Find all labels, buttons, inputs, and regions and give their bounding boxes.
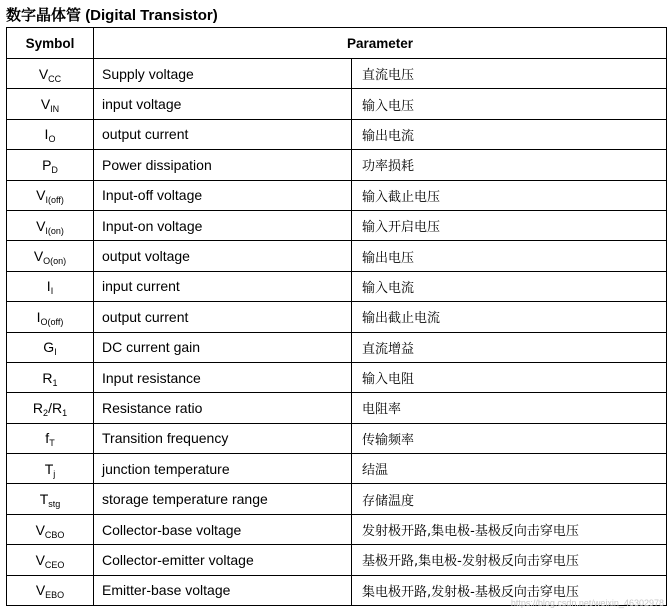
symbol-cell: [7, 393, 94, 423]
symbol-cell: [7, 545, 94, 575]
symbol-cell: [7, 180, 94, 210]
symbol-subscript: EBO: [45, 590, 65, 601]
symbol-main: T: [39, 491, 49, 508]
symbol-main: R: [42, 369, 53, 386]
table-row: [7, 59, 667, 89]
parameter-english-cell: Input-on voltage: [94, 210, 352, 240]
parameter-chinese-cell: 集电极开路,发射极-基极反向击穿电压: [352, 575, 667, 605]
symbol-cell: [7, 514, 94, 544]
title-english: (Digital Transistor): [85, 7, 218, 24]
symbol-main: I: [46, 278, 51, 295]
symbol-main: T: [44, 460, 54, 477]
symbol-subscript: stg: [48, 499, 61, 510]
symbol-cell: [7, 484, 94, 514]
parameter-chinese-cell: 输入截止电压: [352, 180, 667, 210]
parameter-chinese-cell: 发射极开路,集电极-基极反向击穿电压: [352, 514, 667, 544]
symbol-tail-subscript: 1: [62, 407, 68, 418]
table-row: [7, 423, 667, 453]
symbol-cell: [7, 332, 94, 362]
symbol-main: V: [33, 248, 44, 265]
symbol-subscript: 2: [43, 407, 49, 418]
symbol-main: R: [32, 399, 44, 416]
symbol-subscript: D: [51, 164, 58, 175]
symbol-subscript: T: [49, 438, 55, 449]
symbol-subscript: I(on): [45, 225, 64, 236]
symbol-main: f: [45, 430, 50, 447]
symbol-tail: /R: [48, 399, 63, 416]
parameter-chinese-cell: 存储温度: [352, 484, 667, 514]
symbol-subscript: 1: [52, 377, 58, 388]
parameter-english-cell: output current: [94, 119, 352, 149]
parameter-table: [6, 27, 667, 606]
symbol-main: V: [36, 217, 46, 234]
parameter-english-cell: input voltage: [94, 89, 352, 119]
parameter-chinese-cell: 输入电阻: [352, 362, 667, 392]
parameter-chinese-cell: 传输频率: [352, 423, 667, 453]
parameter-column-header: Parameter: [94, 28, 667, 59]
symbol-cell: [7, 59, 94, 89]
symbol-main: P: [42, 156, 52, 173]
page-title: [6, 4, 218, 26]
parameter-english-cell: Emitter-base voltage: [94, 575, 352, 605]
parameter-english-cell: input current: [94, 271, 352, 301]
symbol-main: V: [36, 187, 46, 204]
symbol-column-header: Symbol: [7, 28, 94, 59]
parameter-english-cell: storage temperature range: [94, 484, 352, 514]
parameter-english-cell: Input resistance: [94, 362, 352, 392]
parameter-english-cell: Power dissipation: [94, 150, 352, 180]
symbol-cell: [7, 454, 94, 484]
parameter-chinese-cell: 输出电流: [352, 119, 667, 149]
table-row: [7, 119, 667, 149]
symbol-cell: [7, 302, 94, 332]
parameter-english-cell: junction temperature: [94, 454, 352, 484]
symbol-cell: [7, 241, 94, 271]
symbol-main: V: [35, 582, 46, 599]
parameter-english-cell: output voltage: [94, 241, 352, 271]
symbol-subscript: IN: [50, 104, 60, 115]
parameter-chinese-cell: 输出电压: [352, 241, 667, 271]
symbol-cell: [7, 119, 94, 149]
parameter-chinese-cell: 功率损耗: [352, 150, 667, 180]
symbol-subscript: O(on): [43, 256, 67, 267]
watermark: https://blog.csdn.net/weixin_46302978: [510, 598, 664, 608]
table-row: [7, 150, 667, 180]
table-row: [7, 302, 667, 332]
table-row: [7, 241, 667, 271]
table-row: [7, 454, 667, 484]
parameter-english-cell: Input-off voltage: [94, 180, 352, 210]
parameter-english-cell: Transition frequency: [94, 423, 352, 453]
symbol-main: I: [44, 126, 49, 143]
parameter-chinese-cell: 基极开路,集电极-发射极反向击穿电压: [352, 545, 667, 575]
symbol-cell: [7, 362, 94, 392]
symbol-subscript: CBO: [44, 529, 65, 540]
parameter-chinese-cell: 直流增益: [352, 332, 667, 362]
table-row: [7, 89, 667, 119]
table-row: [7, 545, 667, 575]
symbol-subscript: I: [54, 347, 57, 358]
parameter-chinese-cell: 电阻率: [352, 393, 667, 423]
table-row: [7, 271, 667, 301]
symbol-main: V: [40, 96, 51, 113]
parameter-english-cell: Supply voltage: [94, 59, 352, 89]
symbol-cell: [7, 89, 94, 119]
symbol-subscript: O(off): [40, 316, 64, 327]
table-body: [7, 59, 667, 606]
parameter-english-cell: Collector-emitter voltage: [94, 545, 352, 575]
parameter-chinese-cell: 直流电压: [352, 59, 667, 89]
table-header-row: [7, 28, 667, 59]
symbol-cell: [7, 271, 94, 301]
parameter-chinese-cell: 输入电压: [352, 89, 667, 119]
symbol-main: I: [36, 308, 41, 325]
parameter-english-cell: output current: [94, 302, 352, 332]
symbol-main: V: [35, 521, 45, 538]
symbol-subscript: I(off): [45, 195, 64, 206]
parameter-chinese-cell: 输入开启电压: [352, 210, 667, 240]
parameter-chinese-cell: 结温: [352, 454, 667, 484]
parameter-english-cell: Collector-base voltage: [94, 514, 352, 544]
table-row: [7, 514, 667, 544]
symbol-cell: [7, 575, 94, 605]
symbol-subscript: O: [48, 134, 56, 145]
symbol-subscript: CC: [48, 73, 62, 84]
symbol-main: G: [43, 339, 55, 356]
symbol-cell: [7, 423, 94, 453]
symbol-subscript: j: [53, 468, 56, 479]
table-row: [7, 393, 667, 423]
table-row: [7, 180, 667, 210]
parameter-chinese-cell: 输入电流: [352, 271, 667, 301]
symbol-main: V: [35, 551, 45, 568]
symbol-cell: [7, 210, 94, 240]
table-row: [7, 362, 667, 392]
symbol-cell: [7, 150, 94, 180]
parameter-chinese-cell: 输出截止电流: [352, 302, 667, 332]
symbol-subscript: CEO: [44, 559, 65, 570]
symbol-main: V: [38, 65, 49, 82]
table-row: [7, 210, 667, 240]
table-row: [7, 484, 667, 514]
parameter-english-cell: Resistance ratio: [94, 393, 352, 423]
table-row: [7, 332, 667, 362]
parameter-english-cell: DC current gain: [94, 332, 352, 362]
symbol-subscript: I: [50, 286, 54, 297]
title-chinese: 数字晶体管: [6, 6, 82, 24]
